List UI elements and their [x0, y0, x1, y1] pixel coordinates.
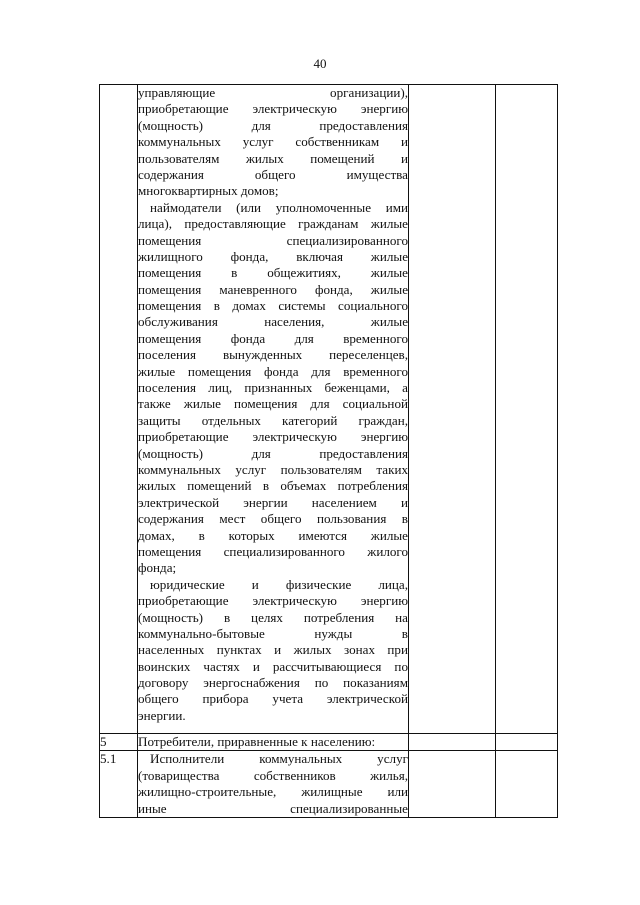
text-line: содержания мест общего пользования в	[138, 511, 408, 527]
text-line: электрической энергии населением и	[138, 494, 408, 510]
text-line: помещения в общежитиях, жилые	[138, 265, 408, 281]
row-text-cell	[138, 85, 409, 734]
text-line: жилищного фонда, включая жилые	[138, 248, 408, 264]
text-line: пользователям жилых помещений и	[138, 150, 408, 166]
empty-cell	[409, 85, 496, 734]
text-line: договору энергоснабжения по показаниям	[138, 675, 408, 691]
text-line: коммунальных услуг собственникам и	[138, 134, 408, 150]
text-line: также жилые помещения для социальной	[138, 396, 408, 412]
text-line: воинских частях и рассчитывающиеся по	[138, 658, 408, 674]
text-line: помещения маневренного фонда, жилые	[138, 281, 408, 297]
table-row	[100, 734, 558, 751]
tariff-consumer-table	[99, 84, 558, 818]
text-line: домах, в которых имеются жилые	[138, 527, 408, 543]
row-text-cell	[138, 734, 409, 751]
text-line: общего прибора учета электрической	[138, 691, 408, 707]
text-line: помещения специализированного жилого	[138, 543, 408, 559]
empty-cell	[496, 85, 558, 734]
text-line: иные специализированные	[138, 800, 408, 816]
text-line: приобретающие электрическую энергию	[138, 593, 408, 609]
text-line: наймодатели (или уполномоченные ими	[150, 199, 408, 215]
text-line: фонда;	[138, 560, 177, 576]
text-line: помещения в домах системы социального	[138, 298, 408, 314]
page-number: 40	[313, 56, 327, 71]
empty-cell	[496, 734, 558, 751]
text-line: коммунальных услуг пользователям таких	[138, 461, 408, 477]
row-number-cell	[100, 85, 138, 734]
text-line: приобретающие электрическую энергию	[138, 101, 408, 117]
table-row	[100, 751, 558, 818]
text-line: содержания общего имущества	[138, 166, 408, 182]
text-line: помещения фонда для временного	[138, 330, 408, 346]
text-line: жилых помещений в объемах потребления	[138, 478, 408, 494]
row-number-cell: 5	[100, 734, 138, 751]
text-line: Потребители, приравненные к населению:	[138, 734, 376, 749]
text-line: Исполнители коммунальных услуг	[150, 751, 408, 767]
text-line: поселения вынужденных переселенцев,	[138, 347, 408, 363]
text-line: защиты отдельных категорий граждан,	[138, 412, 408, 428]
text-line: жилищно-строительные, жилищные или	[138, 784, 408, 800]
text-line: энергии.	[138, 707, 186, 723]
text-line: приобретающие электрическую энергию	[138, 429, 408, 445]
table-row	[100, 85, 558, 734]
text-line: (мощность) в целях потребления на	[138, 609, 408, 625]
text-line: (мощность) для предоставления	[138, 117, 408, 133]
text-line: лица), предоставляющие гражданам жилые	[138, 216, 408, 232]
row-text-cell	[138, 751, 409, 818]
empty-cell	[409, 751, 496, 818]
text-line: помещения специализированного	[138, 232, 408, 248]
empty-cell	[409, 734, 496, 751]
empty-cell	[496, 751, 558, 818]
text-line: (товарищества собственников жилья,	[138, 767, 408, 783]
row-number-cell: 5.1	[100, 751, 138, 818]
text-line: управляющие организации),	[138, 85, 408, 100]
text-line: населенных пунктах и жилых зонах при	[138, 642, 408, 658]
text-line: (мощность) для предоставления	[138, 445, 408, 461]
text-line: коммунально-бытовые нужды в	[138, 625, 408, 641]
text-line: обслуживания населения, жилые	[138, 314, 408, 330]
text-line: юридические и физические лица,	[150, 576, 408, 592]
text-line: поселения лиц, признанных беженцами, а	[138, 380, 408, 396]
text-line: многоквартирных домов;	[138, 183, 279, 199]
text-line: жилые помещения фонда для временного	[138, 363, 408, 379]
